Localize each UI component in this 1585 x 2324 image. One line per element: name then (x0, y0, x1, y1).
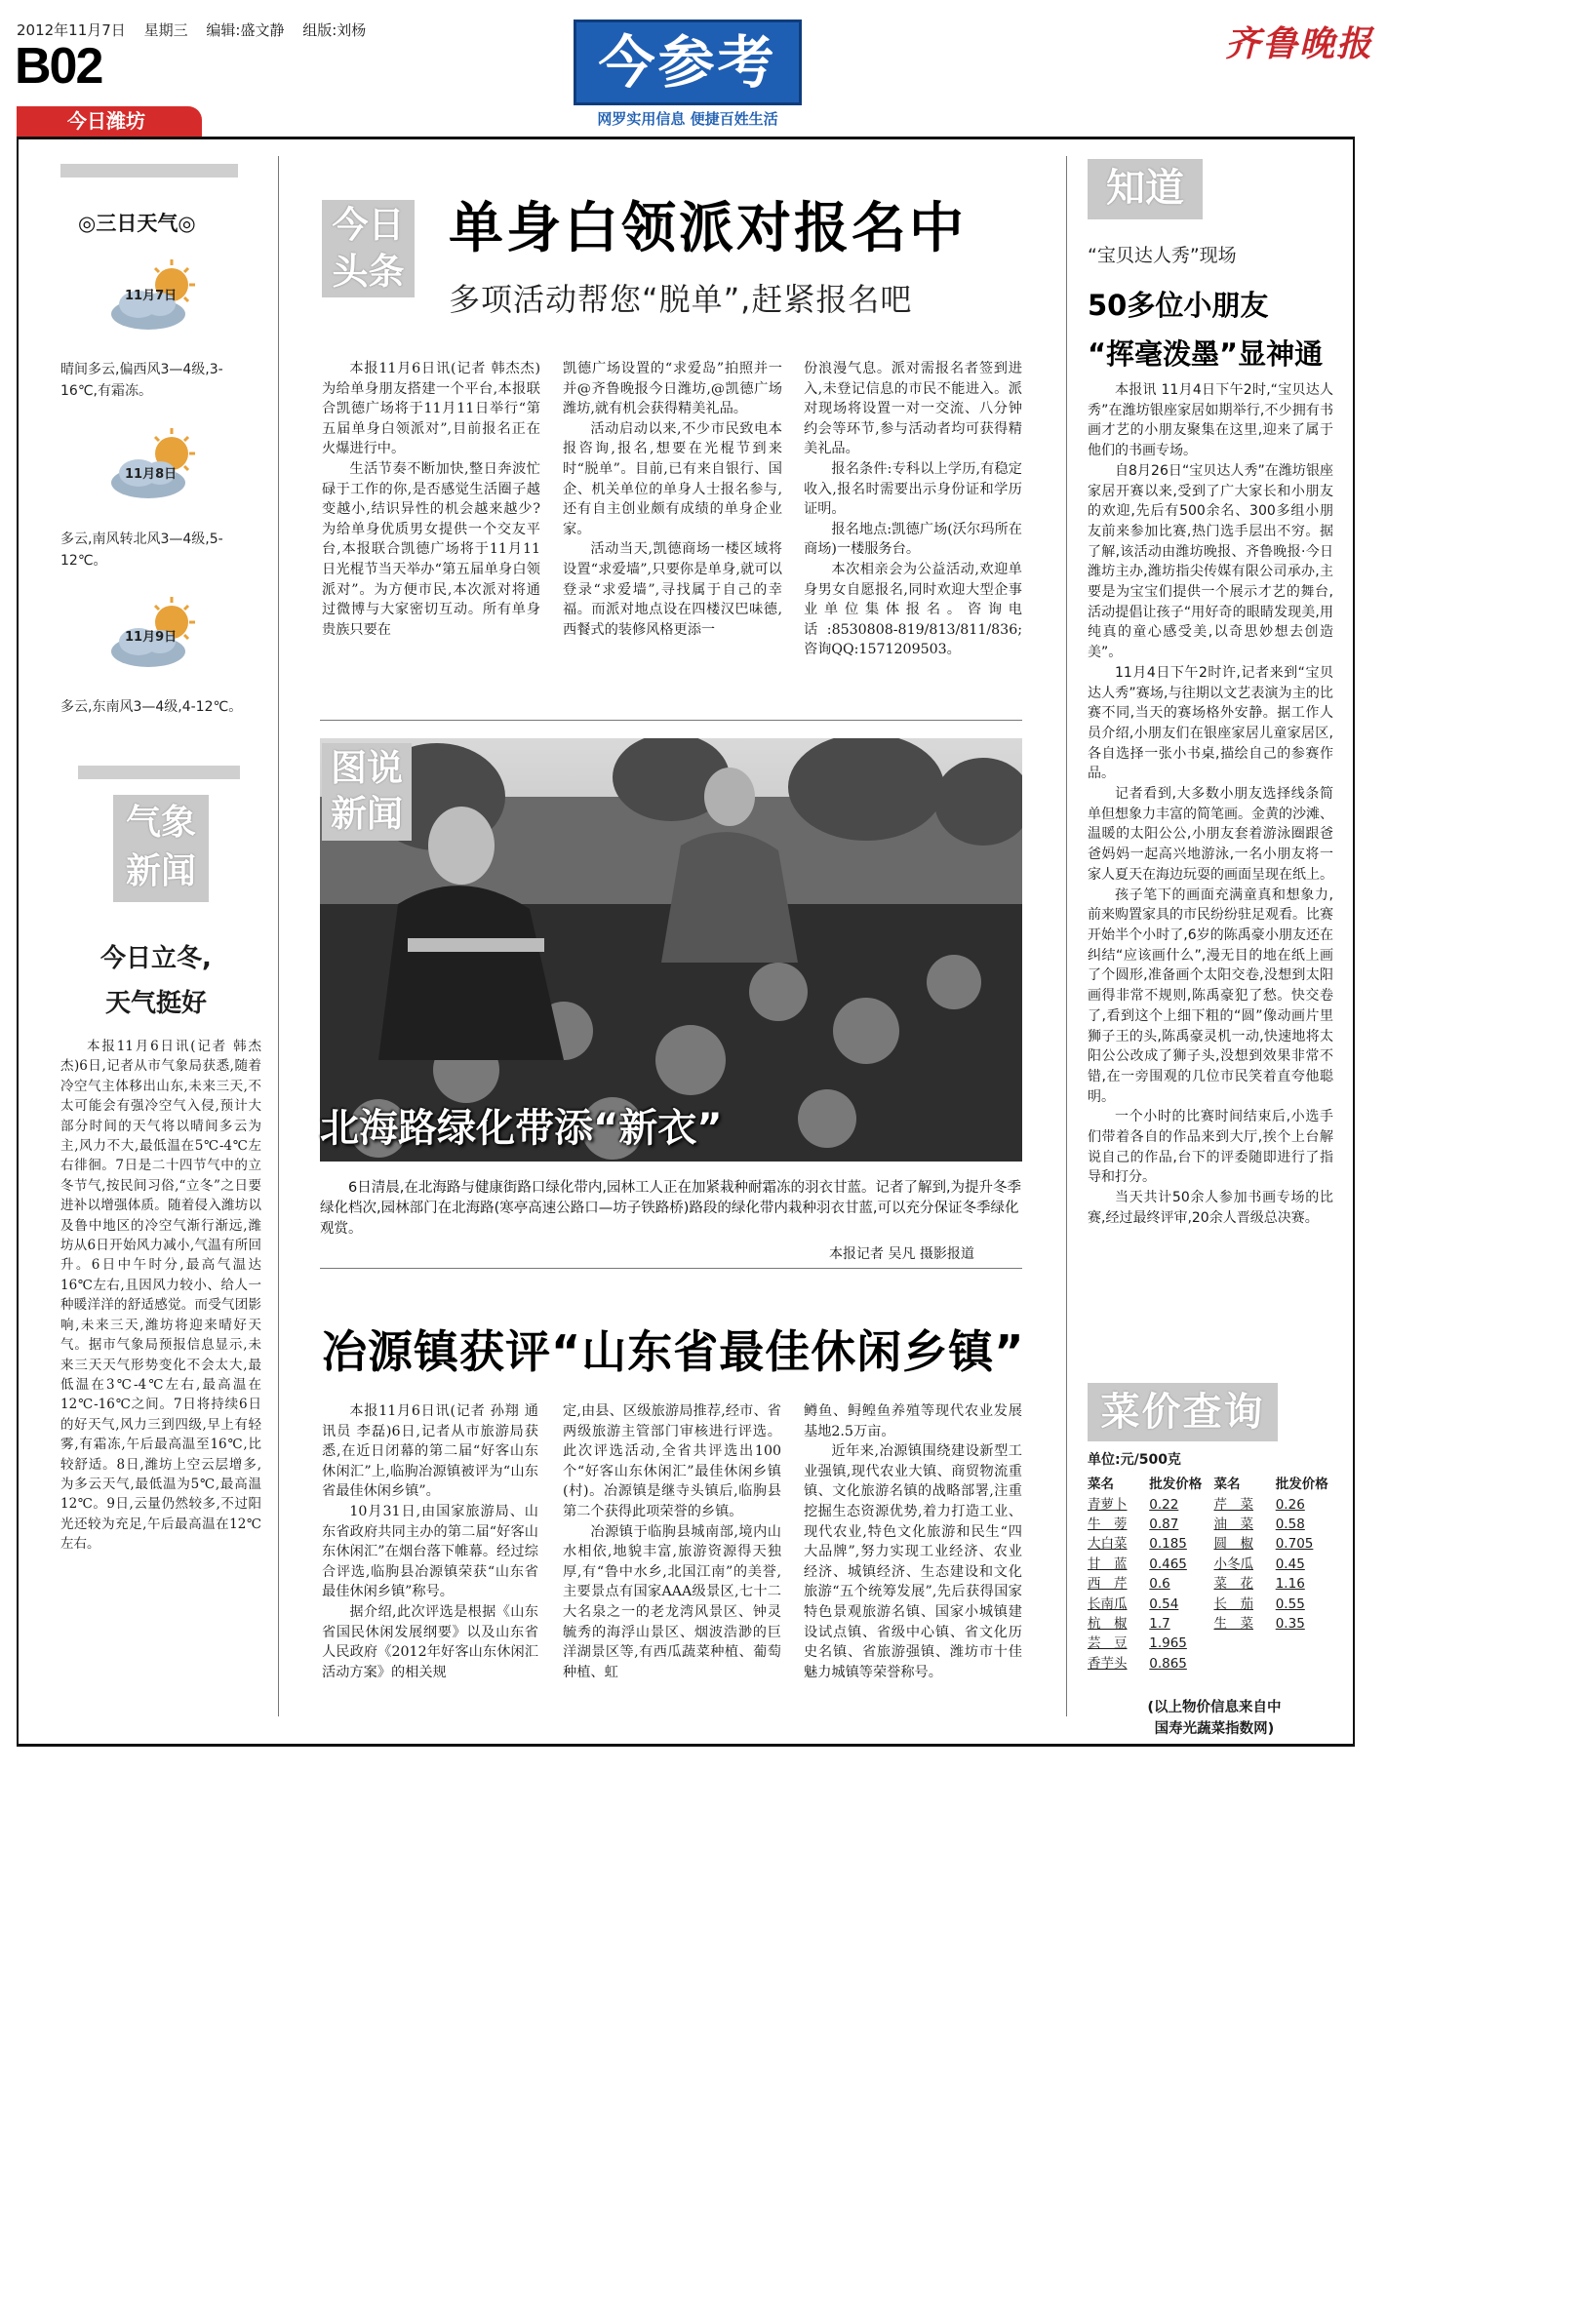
paragraph: 凯德广场设置的“求爱岛”拍照并一并@齐鲁晚报今日潍坊,@凯德广场潍坊,就有机会获得精美礼品。 (563, 361, 782, 417)
column-header: 批发价格 (1275, 1477, 1328, 1493)
vegetable-name: 牛 蒡 (1088, 1516, 1128, 1532)
photo-news-stamp-line2: 新闻 (331, 793, 403, 835)
left-mid-bar (78, 766, 240, 779)
paragraph: 定,由县、区级旅游局推荐,经市、省两级旅游主管部门审核进行评选。此次评选活动,全省共评选出100个“好客山东休闲汇”最佳休闲乡镇(村)。冶源镇是继寺头镇后,临朐县第二个获得此项荣誉的乡镇。 (563, 1403, 781, 1519)
vegetable-name: 生 菜 (1213, 1615, 1253, 1632)
photo-title: 北海路绿化带添“新衣” (320, 1106, 723, 1151)
paragraph: 本报讯 11月4日下午2时,“宝贝达人秀”在潍坊银座家居如期举行,不少拥有书画才艺的小朋友聚集在这里,迎来了属于他们的书画专场。 (1088, 382, 1333, 459)
photo-news-stamp (322, 743, 412, 841)
vegetable-name: 油 菜 (1213, 1516, 1253, 1532)
right-column-divider (1066, 156, 1067, 1716)
right-headline-line1: 50多位小朋友 (1088, 289, 1269, 322)
weather-day1-text: 晴间多云,偏西风3—4级,3-16℃,有霜冻。 (60, 362, 223, 399)
lead-subhead: 多项活动帮您“脱单”,赶紧报名吧 (449, 281, 913, 318)
know-stamp: 知道 (1088, 159, 1203, 219)
column-header: 批发价格 (1149, 1477, 1203, 1493)
vegetable-price (1276, 1654, 1336, 1674)
paragraph: 当天共计50余人参加书画专场的比赛,经过最终评审,20余人晋级总决赛。 (1088, 1190, 1333, 1226)
weather-day3-text: 多云,东南风3—4级,4-12℃。 (60, 699, 243, 715)
table-row (1088, 1574, 1336, 1594)
vegetable-name: 芹 菜 (1213, 1496, 1253, 1513)
right-headline-line2: “挥毫泼墨”显神通 (1088, 337, 1324, 371)
paragraph: 活动当天,凯德商场一楼区域将设置“求爱墙”,只要你是单身,就可以登录“求爱墙”,寻找属于自己的幸福。而派对地点设在四楼汉巴味德,西餐式的装修风格更添一 (563, 541, 782, 638)
weather-news-stamp (113, 795, 209, 902)
newspaper-brand: 齐鲁晚报 (1225, 23, 1374, 64)
weather-day2-date: 11月8日 (125, 467, 178, 482)
issue-date: 2012年11月7日 (17, 21, 126, 39)
paragraph: 本报11月6日讯(记者 韩杰杰)为给单身朋友搭建一个平台,本报联合凯德广场将于11月11日举行“第五届单身白领派对”,目前报名正在火爆进行中。 (322, 361, 540, 457)
table-row (1088, 1634, 1336, 1653)
paragraph: 活动启动以来,不少市民致电本报咨询,报名,想要在光棍节到来时“脱单”。目前,已有来自银行、国企、机关单位的单身人士报名参与,还有自主创业颇有成绩的单身企业家。 (563, 420, 782, 537)
lead-headline: 单身白领派对报名中 (449, 197, 967, 260)
paragraph: 孩子笔下的画面充满童真和想象力,前来购置家具的市民纷纷驻足观看。比赛开始半个小时了,6岁的陈禹豪小朋友还在纠结“应该画什么”,漫无目的地在纸上画了个圆形,准备画个太阳交卷,没想到太阳画得非常不规则,陈禹豪犯了愁。快交卷了,看到这个上细下粗的“圆”像动画片里狮子王的头,陈禹豪灵机一动,快速地将太阳公公改成了狮子头,没想到效果非常不错,在一旁围观的几位市民笑着直夸他聪明。 (1088, 886, 1333, 1105)
vegetable-name: 圆 椒 (1213, 1536, 1253, 1553)
paragraph: 10月31日,由国家旅游局、山东省政府共同主办的第二届“好客山东休闲汇”在烟台落下帷幕。经过综合评选,临朐县冶源镇荣获“山东省最佳休闲乡镇”称号。 (322, 1503, 538, 1600)
vegetable-price: 1.7 (1149, 1615, 1170, 1632)
paragraph: 生活节奏不断加快,整日奔波忙碌于工作的你,是否感觉生活圈子越变越小,结识异性的机会越来越少?为给单身优质男女提供一个交友平台,本报联合凯德广场将于11月11日光棍节当天举办“第五届单身白领派对”。为方便市民,本次派对将通过微博与大家密切互动。所有单身贵族只要在 (322, 460, 540, 638)
table-row (1088, 1555, 1336, 1574)
column-logo: 今参考 (574, 20, 802, 105)
weather-day2-text: 多云,南风转北风3—4级,5-12℃。 (60, 532, 223, 569)
today-headline-stamp-line2: 头条 (332, 251, 405, 293)
vegetable-name: 长南瓜 (1088, 1595, 1128, 1612)
vegetable-price (1276, 1634, 1336, 1653)
vegetable-price: 0.26 (1275, 1496, 1305, 1513)
vegetable-price: 0.54 (1149, 1595, 1179, 1612)
vegetable-price: 1.965 (1149, 1635, 1187, 1652)
left-top-bar (60, 164, 238, 177)
weather-news-headline-line2: 天气挺好 (104, 989, 207, 1018)
second-headline: 冶源镇获评“山东省最佳休闲乡镇” (322, 1325, 1025, 1378)
paragraph: 本次相亲会为公益活动,欢迎单身男女自愿报名,同时欢迎大型企事业单位集体报名。咨询电话:8530808-819/813/811/836;咨询QQ:1571209503。 (804, 561, 1022, 658)
page-number: B02 (15, 38, 102, 95)
paragraph: 报名地点:凯德广场(沃尔玛所在商场)一楼服务台。 (804, 521, 1022, 558)
vegetable-price: 0.705 (1275, 1536, 1314, 1553)
paragraph: 本报11月6日讯(记者 孙翔 通讯员 李磊)6日,记者从市旅游局获悉,在近日闭幕的第二届“好客山东休闲汇”上,临朐冶源镇被评为“山东省最佳休闲乡镇”。 (322, 1403, 538, 1500)
vegetable-name: 青萝卜 (1088, 1496, 1128, 1513)
vegetable-name: 杭 椒 (1088, 1615, 1128, 1632)
vegetable-price: 0.865 (1149, 1655, 1187, 1672)
price-note-line1: (以上物价信息来自中 (1147, 1700, 1282, 1715)
table-row (1088, 1494, 1336, 1514)
photo-credit: 本报记者 吴凡 摄影报道 (829, 1246, 974, 1262)
second-col-1 (322, 1401, 538, 1682)
price-check-stamp: 菜价查询 (1088, 1383, 1278, 1441)
table-row (1088, 1614, 1336, 1634)
vegetable-price: 0.185 (1149, 1536, 1187, 1553)
paragraph: 鳟鱼、鲟鳇鱼养殖等现代农业发展基地2.5万亩。 (804, 1403, 1022, 1439)
weather-news-headline-line1: 今日立冬, (100, 944, 212, 973)
paragraph: 自8月26日“宝贝达人秀”在潍坊银座家居开赛以来,受到了广大家长和小朋友的欢迎,先后有500余名、300多组小朋友前来参加比赛,热门选手层出不穷。据了解,该活动由潍坊晚报、齐鲁晚报·今日潍坊主办,潍坊指尖传媒有限公司承办,主要是为宝宝们提供一个展示才艺的舞台,活动提倡让孩子“用好奇的眼睛发现美,用纯真的童心感受美,以奇思妙想去创造美”。 (1088, 462, 1333, 661)
weather-title: ◎三日天气◎ (78, 212, 196, 235)
today-headline-stamp (322, 200, 415, 297)
paragraph: 份浪漫气息。派对需报名者签到进入,未登记信息的市民不能进入。派对现场将设置一对一交流、八分钟约会等环节,参与活动者均可获得精美礼品。 (804, 361, 1022, 457)
weather-day3-date: 11月9日 (125, 630, 178, 645)
price-table (1088, 1475, 1336, 1674)
second-col-2 (563, 1401, 781, 1682)
table-header-row (1088, 1475, 1336, 1494)
paragraph: 近年来,冶源镇围绕建设新型工业强镇,现代农业大镇、商贸物流重镇、文化旅游名镇的战略部署,注重挖掘生态资源优势,着力打造工业、现代农业,特色文化旅游和民生“四大品牌”,努力实现工业经济、农业经济、城镇经济、生态建设和文化旅游“五个统筹发展”,先后获得国家特色景观旅游名镇、国家小城镇建设试点镇、省级中心镇、省文化历史名镇、省旅游强镇、潍坊市十佳魅力城镇等荣誉称号。 (804, 1443, 1022, 1680)
vegetable-price: 0.58 (1275, 1516, 1305, 1532)
table-row (1088, 1534, 1336, 1554)
photo-news-stamp-line1: 图说 (331, 747, 403, 789)
paragraph: 11月4日下午2时许,记者来到“宝贝达人秀”赛场,与往期以文艺表演为主的比赛不同,当天的赛场格外安静。据工作人员介绍,小朋友们在银座家居儿童家居区,各自选择一张小书桌,描绘自己的参赛作品。 (1088, 664, 1333, 782)
weather-news-headline (59, 936, 254, 1026)
weekday: 星期三 (143, 21, 188, 39)
price-note-line2: 国寿光蔬菜指数网) (1154, 1721, 1275, 1737)
weather-news-body: 本报11月6日讯(记者 韩杰杰)6日,记者从市气象局获悉,随着冷空气主体移出山东,未来三天,不太可能会有强冷空气入侵,预计大部分时间的天气将以晴间多云为主,风力不大,最低温在5℃-4℃左右徘徊。7日是二十四节气中的立冬节气,按民间习俗,“立冬”之日要进补以增强体质。随着侵入潍坊以及鲁中地区的冷空气渐行渐远,潍坊从6日开始风力减小,气温有所回升。6日中午时分,最高气温达16℃左右,且因风力较小、给人一种暖洋洋的舒适感觉。而受气团影响,未来三天,潍坊将迎来晴好天气。据市气象局预报信息显示,未来三天天气形势变化不会太大,最低温在3℃-4℃左右,最高温在12℃-16℃之间。7日将持续6日的好天气,风力三到四级,早上有轻雾,有霜冻,午后最高温至16℃,比较舒适。8日,潍坊上空云层增多,为多云天气,最低温为5℃,最高温12℃。9日,云量仍然较多,不过阳光还较为充足,午后最高温在12℃左右。 (60, 1039, 261, 1553)
vegetable-price: 0.35 (1275, 1615, 1305, 1632)
column-header: 菜名 (1213, 1477, 1241, 1493)
lead-col-1 (322, 359, 540, 640)
vegetable-name: 小冬瓜 (1213, 1556, 1253, 1572)
vegetable-name: 大白菜 (1088, 1536, 1128, 1553)
paragraph: 据介绍,此次评选是根据《山东省国民休闲发展纲要》以及山东省人民政府《2012年好客山东休闲汇活动方案》的相关规 (322, 1603, 538, 1680)
vegetable-price: 0.45 (1275, 1556, 1305, 1572)
vegetable-name (1213, 1634, 1275, 1653)
table-row (1088, 1654, 1336, 1674)
vegetable-name: 菜 花 (1213, 1576, 1253, 1593)
paragraph: 报名条件:专科以上学历,有稳定收入,报名时需要出示身份证和学历证明。 (804, 460, 1022, 518)
vegetable-name: 长 茄 (1213, 1595, 1253, 1612)
vegetable-name (1213, 1654, 1275, 1674)
lead-col-2 (563, 359, 782, 640)
price-source-note (1102, 1697, 1327, 1740)
editor-credit: 编辑:盛文静 (206, 21, 285, 39)
vegetable-price: 0.55 (1275, 1595, 1305, 1612)
second-col-3 (804, 1401, 1022, 1682)
paragraph: 记者看到,大多数小朋友选择线条简单但想象力丰富的简笔画。金黄的沙滩、温暖的太阳公公,小朋友套着游泳圈跟爸爸妈妈一起高兴地游泳,一名小朋友将一家人夏天在海边玩耍的画面呈现在纸上。 (1088, 786, 1333, 883)
today-headline-stamp-line1: 今日 (332, 204, 405, 246)
vegetable-price: 0.87 (1149, 1516, 1179, 1532)
right-kicker: “宝贝达人秀”现场 (1088, 245, 1237, 266)
vegetable-price: 0.6 (1149, 1576, 1170, 1593)
vegetable-name: 香芋头 (1088, 1655, 1128, 1672)
vegetable-name: 甘 蓝 (1088, 1556, 1128, 1572)
section-tab: 今日潍坊 (17, 106, 202, 137)
divider-photo-story (320, 1268, 1022, 1269)
price-unit: 单位:元/500克 (1088, 1452, 1181, 1468)
vegetable-price: 0.22 (1149, 1496, 1179, 1513)
paragraph: 一个小时的比赛时间结束后,小选手们带着各自的作品来到大厅,挨个上台解说自己的作品,台下的评委随即进行了指导和打分。 (1088, 1109, 1333, 1186)
vegetable-price: 1.16 (1275, 1576, 1305, 1593)
table-row (1088, 1515, 1336, 1534)
paragraph: 冶源镇于临朐县城南部,境内山水相依,地貌丰富,旅游资源得天独厚,有“鲁中水乡,北国江南”的美誉,主要景点有国家AAA级景区,七十二大名泉之一的老龙湾风景区、钟灵毓秀的海浮山景区、烟波浩渺的巨洋湖景区等,有西瓜蔬菜种植、葡萄种植、虹 (563, 1523, 781, 1680)
vegetable-name: 芸 豆 (1088, 1635, 1128, 1652)
vegetable-price: 0.465 (1149, 1556, 1187, 1572)
photo-caption: 6日清晨,在北海路与健康街路口绿化带内,园林工人正在加紧栽种耐霜冻的羽衣甘蓝。记者了解到,为提升冬季绿化档次,园林部门在北海路(寒亭高速公路口—坊子铁路桥)路段的绿化带内栽种羽衣甘蓝,可以充分保证冬季绿化观赏。 (320, 1180, 1022, 1237)
right-headline (1088, 281, 1323, 378)
left-column-divider (278, 156, 279, 1716)
right-story-body (1088, 380, 1333, 1229)
table-row (1088, 1594, 1336, 1613)
weather-news-stamp-line1: 气象 (125, 803, 196, 843)
weather-day1-date: 11月7日 (125, 289, 178, 303)
divider-lead-story (320, 720, 1022, 721)
vegetable-name: 西 芹 (1088, 1576, 1128, 1593)
layout-credit: 组版:刘杨 (302, 21, 367, 39)
weather-news-stamp-line2: 新闻 (125, 851, 196, 891)
column-slogan: 网罗实用信息 便捷百姓生活 (597, 110, 778, 128)
lead-col-3 (804, 359, 1022, 660)
column-header: 菜名 (1088, 1477, 1114, 1493)
